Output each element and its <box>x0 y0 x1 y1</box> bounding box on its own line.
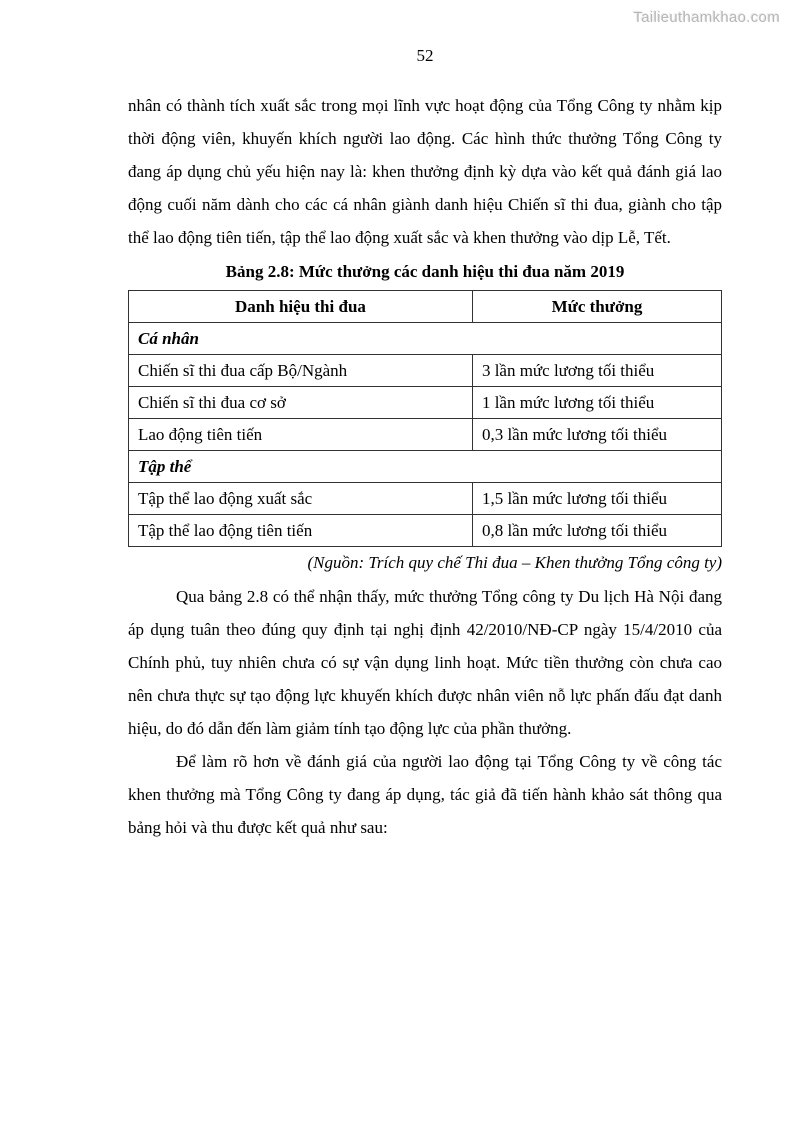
muc-thuong-cell: 0,8 lần mức lương tối thiểu <box>472 515 721 547</box>
danh-hieu-cell: Tập thể lao động xuất sắc <box>129 483 473 515</box>
muc-thuong-cell: 3 lần mức lương tối thiểu <box>472 355 721 387</box>
danh-hieu-cell: Tập thể lao động tiên tiến <box>129 515 473 547</box>
muc-thuong-cell: 1 lần mức lương tối thiểu <box>472 387 721 419</box>
table-row <box>129 515 722 547</box>
column-header-danh-hieu: Danh hiệu thi đua <box>129 291 473 323</box>
column-header-muc-thuong: Mức thưởng <box>472 291 721 323</box>
table-row <box>129 483 722 515</box>
table-caption: Bảng 2.8: Mức thưởng các danh hiệu thi đua năm 2019 <box>225 262 625 281</box>
table-source-note: (Nguồn: Trích quy chế Thi đua – Khen thưởng Tổng công ty) <box>307 553 722 572</box>
section-row-ca-nhan <box>129 323 722 355</box>
table-row <box>129 419 722 451</box>
watermark-text: Tailieuthamkhao.com <box>633 9 780 26</box>
table-row <box>129 355 722 387</box>
body-paragraph-3: Để làm rõ hơn về đánh giá của người lao động tại Tổng Công ty về công tác khen thưởng mà Tổng Công ty đang áp dụng, tác giả đã tiến hành khảo sát thông qua bảng hỏi và thu được kết quả như sau: <box>128 752 722 837</box>
muc-thuong-cell: 1,5 lần mức lương tối thiểu <box>472 483 721 515</box>
danh-hieu-cell: Chiến sĩ thi đua cơ sở <box>129 387 473 419</box>
danh-hieu-cell: Chiến sĩ thi đua cấp Bộ/Ngành <box>129 355 473 387</box>
table-header-row <box>129 291 722 323</box>
body-paragraph-1: nhân có thành tích xuất sắc trong mọi lĩnh vực hoạt động của Tổng Công ty nhằm kịp thời động viên, khuyến khích người lao động. Các hình thức thưởng Tổng Công ty đang áp dụng chủ yếu hiện nay là: khen thưởng định kỳ dựa vào kết quả đánh giá lao động cuối năm dành cho các cá nhân giành danh hiệu Chiến sĩ thi đua, giành cho tập thể lao động tiên tiến, tập thể lao động xuất sắc và khen thưởng vào dịp Lễ, Tết. <box>128 96 722 247</box>
muc-thuong-cell: 0,3 lần mức lương tối thiểu <box>472 419 721 451</box>
reward-table <box>128 290 722 547</box>
section-label: Cá nhân <box>129 323 722 355</box>
page-content <box>128 45 722 844</box>
danh-hieu-cell: Lao động tiên tiến <box>129 419 473 451</box>
section-label: Tập thể <box>129 451 722 483</box>
body-paragraph-2: Qua bảng 2.8 có thể nhận thấy, mức thưởng Tổng công ty Du lịch Hà Nội đang áp dụng tuân theo đúng quy định tại nghị định 42/2010/NĐ-CP ngày 15/4/2010 của Chính phủ, tuy nhiên chưa có sự vận dụng linh hoạt. Mức tiền thưởng còn chưa cao nên chưa thực sự tạo động lực khuyến khích được nhân viên nỗ lực phấn đấu đạt danh hiệu, do đó dẫn đến làm giảm tính tạo động lực của phần thưởng. <box>128 587 722 738</box>
table-row <box>129 387 722 419</box>
section-row-tap-the <box>129 451 722 483</box>
page-number: 52 <box>416 46 434 65</box>
